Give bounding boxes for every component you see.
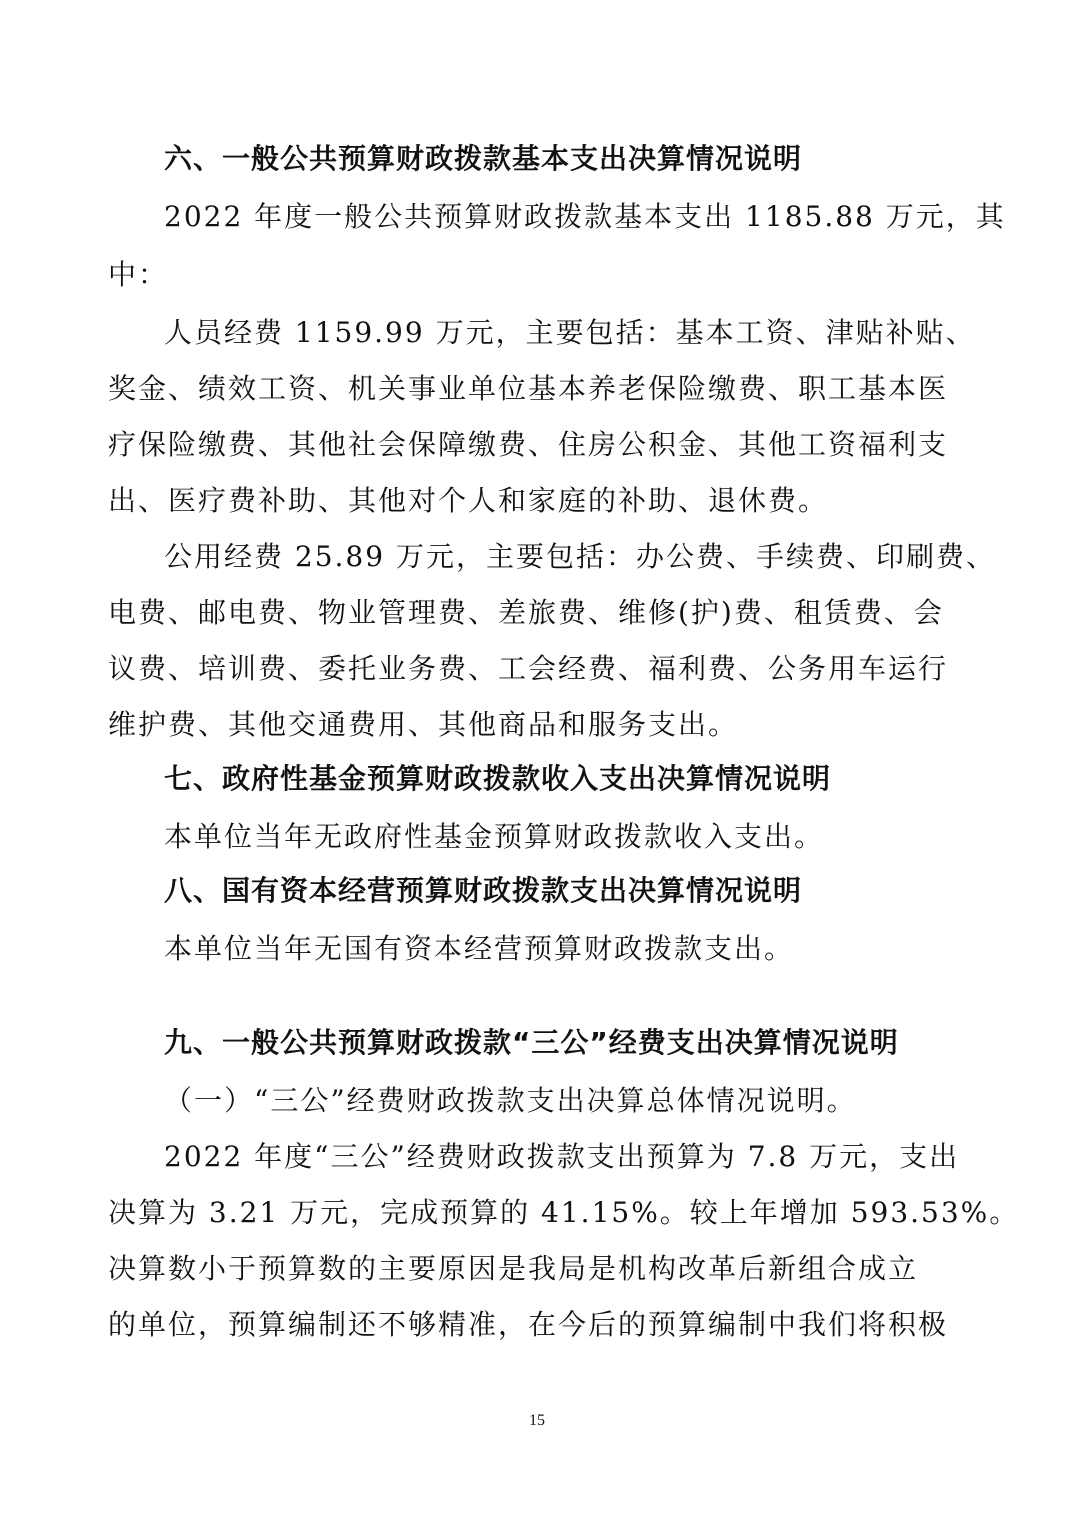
section-6-paragraph-1-line-2: 中：: [108, 258, 169, 291]
section-8-heading: 八、国有资本经营预算财政拨款支出决算情况说明: [164, 874, 803, 907]
section-9-paragraph-line-2: 决算为 3.21 万元，完成预算的 41.15%。较上年增加 593.53%。: [108, 1196, 1020, 1229]
section-9-paragraph-line-4: 的单位，预算编制还不够精准，在今后的预算编制中我们将积极: [108, 1308, 949, 1341]
section-6-paragraph-2-line-2: 奖金、绩效工资、机关事业单位基本养老保险缴费、职工基本医: [108, 372, 949, 405]
section-7-heading: 七、政府性基金预算财政拨款收入支出决算情况说明: [164, 762, 832, 795]
section-8-paragraph: 本单位当年无国有资本经营预算财政拨款支出。: [164, 932, 795, 965]
section-6-paragraph-2-line-3: 疗保险缴费、其他社会保障缴费、住房公积金、其他工资福利支: [108, 428, 949, 461]
section-6-paragraph-1-line-1: 2022 年度一般公共预算财政拨款基本支出 1185.88 万元，其: [164, 200, 1006, 233]
section-6-paragraph-2-line-4: 出、医疗费补助、其他对个人和家庭的补助、退休费。: [108, 484, 829, 517]
section-6-paragraph-3-line-4: 维护费、其他交通费用、其他商品和服务支出。: [108, 708, 739, 741]
page-number: 15: [529, 1412, 545, 1429]
section-6-heading: 六、一般公共预算财政拨款基本支出决算情况说明: [164, 142, 803, 175]
section-6-paragraph-2-line-1: 人员经费 1159.99 万元，主要包括：基本工资、津贴补贴、: [164, 316, 976, 349]
section-9-heading: 九、一般公共预算财政拨款“三公”经费支出决算情况说明: [164, 1026, 899, 1059]
section-7-paragraph: 本单位当年无政府性基金预算财政拨款收入支出。: [164, 820, 825, 853]
section-9-paragraph-line-3: 决算数小于预算数的主要原因是我局是机构改革后新组合成立: [108, 1252, 919, 1285]
section-6-paragraph-3-line-1: 公用经费 25.89 万元，主要包括：办公费、手续费、印刷费、: [164, 540, 996, 573]
section-9-subheading: （一）“三公”经费财政拨款支出决算总体情况说明。: [164, 1084, 857, 1117]
section-9-paragraph-line-1: 2022 年度“三公”经费财政拨款支出预算为 7.8 万元，支出: [164, 1140, 960, 1173]
section-6-paragraph-3-line-2: 电费、邮电费、物业管理费、差旅费、维修(护)费、租赁费、会: [108, 596, 944, 629]
section-6-paragraph-3-line-3: 议费、培训费、委托业务费、工会经费、福利费、公务用车运行: [108, 652, 949, 685]
